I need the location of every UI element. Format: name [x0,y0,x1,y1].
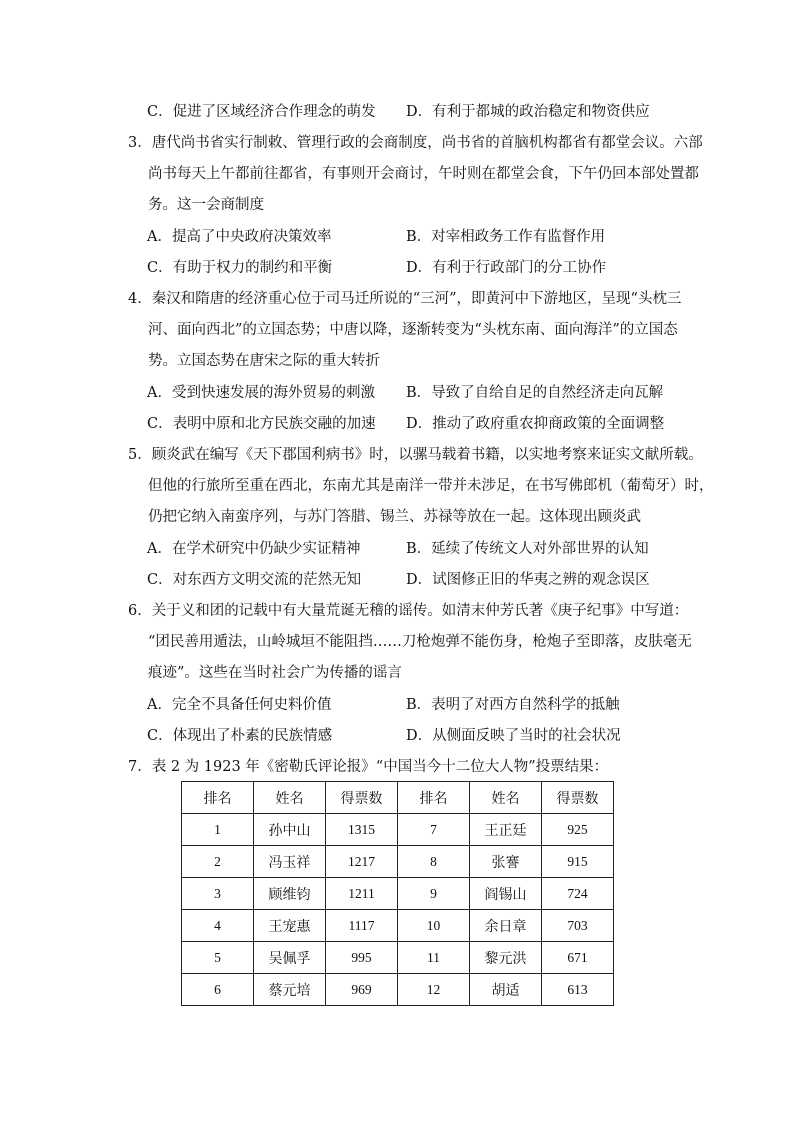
votes-cell: 1211 [326,878,398,910]
q3-option-b: B．对宰相政务工作有监督作用 [406,229,606,245]
rank-cell: 3 [182,878,254,910]
q5-option-c: C．对东西方文明交流的茫然无知 [147,572,362,588]
q5-stem-line-3: 仍把它纳入南蛮序列，与苏门答腊、锡兰、苏禄等放在一起。这体现出顾炎武 [148,509,641,525]
votes-cell: 925 [542,814,614,846]
q2-option-c: C．促进了区域经济合作理念的萌发 [147,104,376,120]
header-votes: 得票数 [326,782,398,814]
q3-options-row-2 [0,258,794,278]
name-cell: 吴佩孚 [254,942,326,974]
q2-options-row [0,102,794,122]
name-cell: 黎元洪 [470,942,542,974]
table-row [182,878,614,910]
rank-cell: 5 [182,942,254,974]
q3-option-c: C．有助于权力的制约和平衡 [147,260,333,276]
q4-options-row-1 [0,383,794,403]
name-cell: 胡适 [470,974,542,1006]
q5-option-a: A．在学术研究中仍缺少实证精神 [147,541,361,557]
q3-options-row-1 [0,227,794,247]
q3-stem-line-2: 尚书每天上午都前往都省，有事则开会商讨，午时则在都堂会食，下午仍回本部处置都 [148,166,699,182]
rank-cell: 4 [182,910,254,942]
votes-cell: 915 [542,846,614,878]
q6-stem-line-1: 6．关于义和团的记载中有大量荒诞无稽的谣传。如清末仲芳氏著《庚子纪事》中写道： [128,603,689,619]
q6-option-d: D．从侧面反映了当时的社会状况 [406,728,621,744]
name-cell: 蔡元培 [254,974,326,1006]
header-votes: 得票数 [542,782,614,814]
votes-cell: 703 [542,910,614,942]
rank-cell: 9 [398,878,470,910]
table-row [182,814,614,846]
q5-option-b: B．延续了传统文人对外部世界的认知 [406,541,649,557]
q4-stem-line-1: 4．秦汉和隋唐的经济重心位于司马迁所说的“三河”，即黄河中下游地区，呈现“头枕三 [128,291,682,307]
votes-cell: 995 [326,942,398,974]
q5-stem-line-2: 但他的行旅所至重在西北，东南尤其是南洋一带并未涉足，在书写佛郎机（葡萄牙）时， [148,478,714,494]
name-cell: 冯玉祥 [254,846,326,878]
name-cell: 阎锡山 [470,878,542,910]
table-row [182,942,614,974]
table-row [182,974,614,1006]
rank-cell: 7 [398,814,470,846]
q5-stem-line-1: 5．顾炎武在编写《天下郡国利病书》时，以骡马载着书籍，以实地考察来证实文献所载。 [128,447,703,463]
table-row [182,846,614,878]
q6-options-row-2 [0,726,794,746]
q6-stem-line-2: “团民善用遁法，山岭城垣不能阻挡……刀枪炮弹不能伤身，枪炮子至即落，皮肤毫无 [148,634,692,650]
votes-cell: 1117 [326,910,398,942]
header-rank: 排名 [182,782,254,814]
q6-option-a: A．完全不具备任何史料价值 [147,697,332,713]
rank-cell: 10 [398,910,470,942]
header-rank: 排名 [398,782,470,814]
rank-cell: 6 [182,974,254,1006]
name-cell: 孙中山 [254,814,326,846]
q3-option-a: A．提高了中央政府决策效率 [147,229,332,245]
q4-option-c: C．表明中原和北方民族交融的加速 [147,416,376,432]
rank-cell: 2 [182,846,254,878]
table-row [182,910,614,942]
votes-cell: 671 [542,942,614,974]
q6-stem-line-3: 痕迹”。这些在当时社会广为传播的谣言 [148,665,402,681]
name-cell: 顾维钧 [254,878,326,910]
q5-options-row-1 [0,539,794,559]
header-name: 姓名 [254,782,326,814]
q6-options-row-1 [0,695,794,715]
votes-cell: 724 [542,878,614,910]
name-cell: 王正廷 [470,814,542,846]
q7-stem: 7．表 2 为 1923 年《密勒氏评论报》“中国当今十二位大人物”投票结果： [128,759,609,775]
q3-option-d: D．有利于行政部门的分工协作 [406,260,607,276]
rank-cell: 8 [398,846,470,878]
table-header-row [182,782,614,814]
q4-stem-line-2: 河、面向西北”的立国态势；中唐以降，逐渐转变为“头枕东南、面向海洋”的立国态 [148,322,678,338]
votes-cell: 613 [542,974,614,1006]
name-cell: 余日章 [470,910,542,942]
name-cell: 张謇 [470,846,542,878]
q3-stem-line-1: 3．唐代尚书省实行制敕、管理行政的会商制度，尚书省的首脑机构都省有都堂会议。六部 [128,135,703,151]
q4-option-d: D．推动了政府重农抑商政策的全面调整 [406,416,665,432]
votes-cell: 1315 [326,814,398,846]
q4-stem-line-3: 势。立国态势在唐宋之际的重大转折 [148,353,380,369]
q3-stem-line-3: 务。这一会商制度 [148,197,264,213]
votes-cell: 1217 [326,846,398,878]
rank-cell: 12 [398,974,470,1006]
rank-cell: 1 [182,814,254,846]
q2-option-d: D．有利于都城的政治稳定和物资供应 [406,104,650,120]
q5-options-row-2 [0,570,794,590]
vote-results-table [181,781,614,1006]
name-cell: 王宠惠 [254,910,326,942]
q4-option-a: A．受到快速发展的海外贸易的刺激 [147,385,375,401]
q4-options-row-2 [0,414,794,434]
q6-option-c: C．体现出了朴素的民族情感 [147,728,333,744]
votes-cell: 969 [326,974,398,1006]
header-name: 姓名 [470,782,542,814]
q6-option-b: B．表明了对西方自然科学的抵触 [406,697,620,713]
rank-cell: 11 [398,942,470,974]
q5-option-d: D．试图修正旧的华夷之辨的观念误区 [406,572,650,588]
q4-option-b: B．导致了自给自足的自然经济走向瓦解 [406,385,664,401]
